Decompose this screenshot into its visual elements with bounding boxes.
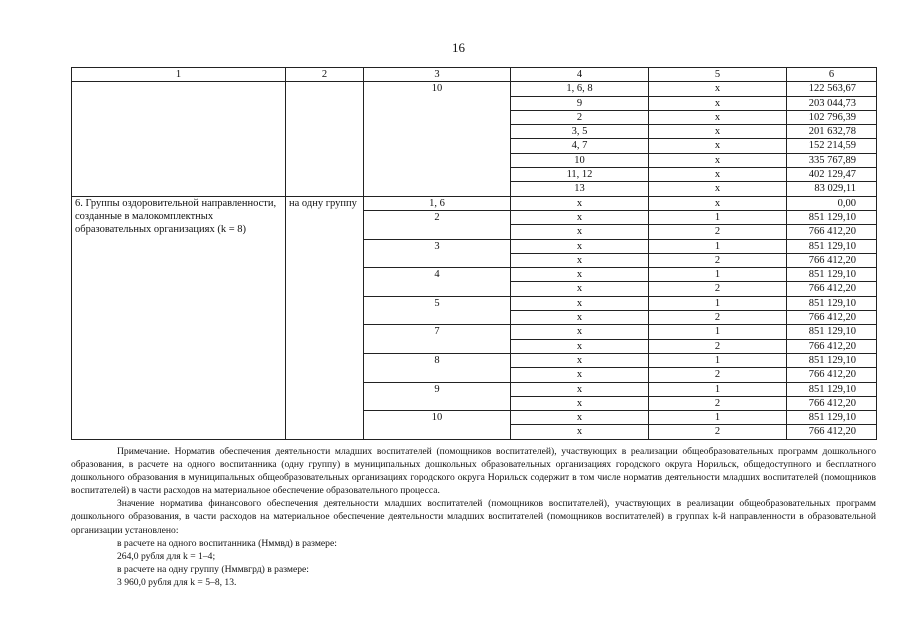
table-cell: x <box>649 96 787 110</box>
table-cell: 851 129,10 <box>787 325 877 339</box>
table-cell: 122 563,67 <box>787 82 877 96</box>
table-cell: 766 412,20 <box>787 311 877 325</box>
table-cell: x <box>511 253 649 267</box>
table-cell: x <box>511 196 649 210</box>
table-cell: 1 <box>649 268 787 282</box>
table-cell: 2 <box>649 311 787 325</box>
table-cell: 766 412,20 <box>787 282 877 296</box>
table-cell: x <box>511 339 649 353</box>
table-cell: x <box>511 225 649 239</box>
note-section <box>71 445 876 589</box>
table-cell: 1 <box>649 353 787 367</box>
table-cell: 13 <box>511 182 649 196</box>
table-cell: 766 412,20 <box>787 396 877 410</box>
table-cell: 851 129,10 <box>787 382 877 396</box>
column-header: 1 <box>72 68 286 82</box>
table-cell: 1 <box>649 296 787 310</box>
note-line: в расчете на одну группу (Нммвгрд) в размере: <box>117 563 309 575</box>
table-cell: 1 <box>649 411 787 425</box>
table-cell: 766 412,20 <box>787 425 877 439</box>
table-cell: 9 <box>364 382 511 411</box>
table-cell: x <box>649 168 787 182</box>
table-cell: x <box>511 368 649 382</box>
table-cell: x <box>511 411 649 425</box>
note-line: в расчете на одного воспитанника (Нммвд) в размере: <box>117 537 337 549</box>
table-cell: x <box>511 382 649 396</box>
table-cell: 851 129,10 <box>787 268 877 282</box>
table-cell: 4, 7 <box>511 139 649 153</box>
table-cell: 9 <box>511 96 649 110</box>
table-cell: x <box>511 268 649 282</box>
column-header: 4 <box>511 68 649 82</box>
table-cell <box>72 82 286 196</box>
table-cell: 1 <box>649 239 787 253</box>
table-cell: 203 044,73 <box>787 96 877 110</box>
table-cell: 335 767,89 <box>787 153 877 167</box>
table-cell: 152 214,59 <box>787 139 877 153</box>
table-cell: 2 <box>511 110 649 124</box>
group-description: 6. Группы оздоровительной направленности, созданные в малокомплектных образовательных организациях (k = 8) <box>72 196 286 439</box>
table-cell: 766 412,20 <box>787 253 877 267</box>
table-cell: 2 <box>649 396 787 410</box>
table-row <box>72 82 877 96</box>
table-cell: x <box>649 139 787 153</box>
table-cell: x <box>511 353 649 367</box>
table-cell: 10 <box>511 153 649 167</box>
table-cell: 1, 6, 8 <box>511 82 649 96</box>
norm-table <box>71 67 877 440</box>
column-header: 2 <box>286 68 364 82</box>
table-cell: x <box>511 296 649 310</box>
table-cell: 766 412,20 <box>787 225 877 239</box>
table-cell: 5 <box>364 296 511 325</box>
table-cell: x <box>511 396 649 410</box>
table-cell: 2 <box>649 339 787 353</box>
group-unit: на одну группу <box>286 196 364 439</box>
note-paragraph: Значение норматива финансового обеспечения деятельности младших воспитателей (помощников воспитателей), участвующих в реализации общеобразовательных программ дошкольного образования, в части расходов на материальное обеспечение деятельности младших воспитателей (помощников воспитателей) в группах k-й направленности в образовательной организации установлено: <box>71 498 876 536</box>
table-cell: 83 029,11 <box>787 182 877 196</box>
table-cell: 2 <box>649 253 787 267</box>
table-cell: 3 <box>364 239 511 268</box>
column-header: 3 <box>364 68 511 82</box>
table-cell: 10 <box>364 82 511 196</box>
table-cell: 11, 12 <box>511 168 649 182</box>
table-cell: 766 412,20 <box>787 368 877 382</box>
table-cell: 1 <box>649 210 787 224</box>
table-cell: x <box>511 311 649 325</box>
table-cell: 2 <box>649 282 787 296</box>
page-number: 16 <box>452 40 465 55</box>
table-cell: 2 <box>649 225 787 239</box>
column-header: 5 <box>649 68 787 82</box>
table-cell: x <box>649 196 787 210</box>
table-cell: 402 129,47 <box>787 168 877 182</box>
table-cell: 851 129,10 <box>787 411 877 425</box>
table-cell: 766 412,20 <box>787 339 877 353</box>
table-header-row <box>72 68 877 82</box>
note-paragraph: Примечание. Норматив обеспечения деятельности младших воспитателей (помощников воспитателей), участвующих в реализации общеобразовательных программ дошкольного образования, в расчете на одного воспитанника (одну группу) в муниципальных дошкольных образовательных организациях городского округа Норильск, общедоступного и бесплатного дошкольного образования в муниципальных общеобразовательных организациях городского округа Норильск содержит в том числе норматив деятельности младших воспитателей (помощников воспитателей) в части расходов на материальное обеспечение образовательного процесса. <box>71 446 876 497</box>
table-cell: 1 <box>649 382 787 396</box>
table-cell: 851 129,10 <box>787 239 877 253</box>
table-cell: 2 <box>364 210 511 239</box>
table-cell: 851 129,10 <box>787 210 877 224</box>
table-cell: 851 129,10 <box>787 296 877 310</box>
table-cell: 3, 5 <box>511 125 649 139</box>
column-header: 6 <box>787 68 877 82</box>
note-line: 264,0 рубля для k = 1–4; <box>117 550 216 562</box>
note-line: 3 960,0 рубля для k = 5–8, 13. <box>117 576 237 588</box>
table-cell: 1 <box>649 325 787 339</box>
table-cell: 102 796,39 <box>787 110 877 124</box>
table-cell: x <box>649 82 787 96</box>
table-row <box>72 196 877 210</box>
table-cell: x <box>511 282 649 296</box>
table-cell: 7 <box>364 325 511 354</box>
table-cell: x <box>649 153 787 167</box>
table-cell: 10 <box>364 411 511 440</box>
table-cell: 201 632,78 <box>787 125 877 139</box>
table-cell: x <box>649 125 787 139</box>
table-cell: x <box>511 325 649 339</box>
table-cell: x <box>649 182 787 196</box>
table-cell: 851 129,10 <box>787 353 877 367</box>
table-cell: x <box>649 110 787 124</box>
table-cell <box>286 82 364 196</box>
table-cell: 0,00 <box>787 196 877 210</box>
table-cell: 8 <box>364 353 511 382</box>
table-cell: x <box>511 425 649 439</box>
table-cell: x <box>511 210 649 224</box>
table-cell: 2 <box>649 425 787 439</box>
table-cell: x <box>511 239 649 253</box>
table-cell: 1, 6 <box>364 196 511 210</box>
table-cell: 2 <box>649 368 787 382</box>
table-cell: 4 <box>364 268 511 297</box>
